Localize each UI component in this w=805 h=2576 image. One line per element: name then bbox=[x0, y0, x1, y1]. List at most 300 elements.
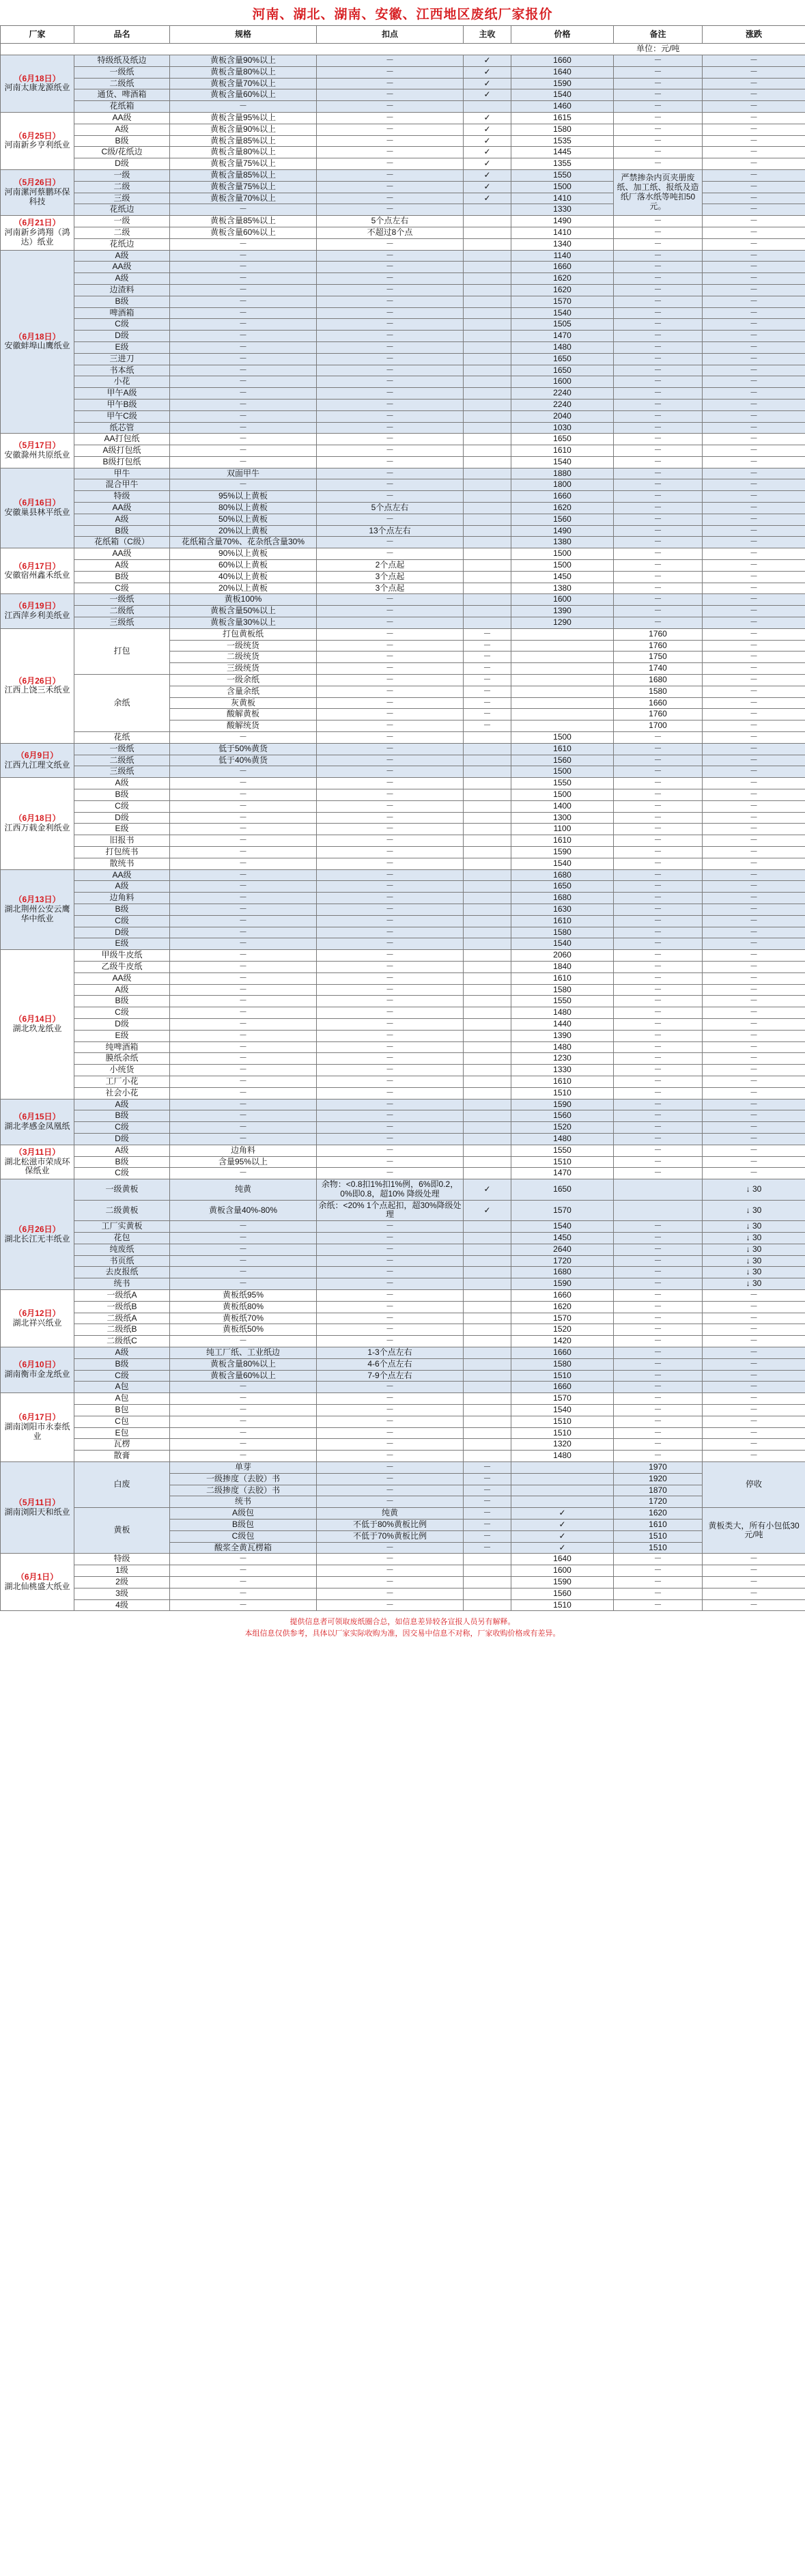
main-buy-cell bbox=[464, 388, 511, 400]
spec-cell: － bbox=[170, 331, 317, 342]
deduct-cell: － bbox=[317, 1588, 464, 1599]
product-cell: E级 bbox=[74, 341, 170, 353]
spec-cell: － bbox=[170, 800, 317, 812]
spec-cell: － bbox=[170, 1087, 317, 1099]
note-cell: － bbox=[614, 273, 703, 285]
spec-cell: 不低于80%黄板比例 bbox=[317, 1520, 464, 1531]
price-cell: 1510 bbox=[511, 1156, 614, 1168]
main-buy-cell bbox=[464, 571, 511, 583]
price-cell: 1500 bbox=[511, 789, 614, 801]
price-cell: 1570 bbox=[511, 1200, 614, 1221]
product-cell: 特级 bbox=[74, 1554, 170, 1565]
main-buy-cell bbox=[464, 858, 511, 869]
change-cell: － bbox=[703, 893, 805, 904]
factory-cell bbox=[1, 950, 74, 1099]
spec-cell: － bbox=[170, 824, 317, 835]
change-cell: － bbox=[703, 984, 805, 996]
product-cell: 边角料 bbox=[74, 893, 170, 904]
spec-cell: 黄板含量90%以上 bbox=[170, 124, 317, 135]
product-cell: 二级 bbox=[74, 227, 170, 238]
change-cell: － bbox=[703, 617, 805, 629]
price-cell: 1620 bbox=[511, 273, 614, 285]
factory-date: （3月11日） bbox=[14, 1147, 61, 1157]
deduct-cell: － bbox=[317, 1221, 464, 1233]
price-cell: 1660 bbox=[614, 697, 703, 709]
price-cell: 1140 bbox=[511, 250, 614, 262]
product-cell: 甲午B级 bbox=[74, 399, 170, 410]
note-cell: － bbox=[614, 296, 703, 307]
spec-cell: － bbox=[170, 341, 317, 353]
note-cell: － bbox=[614, 1278, 703, 1290]
price-cell: 1480 bbox=[511, 1451, 614, 1462]
table-row bbox=[1, 1156, 805, 1168]
main-buy-cell bbox=[464, 1405, 511, 1416]
note-cell: － bbox=[614, 1168, 703, 1179]
product-cell: 去皮报纸 bbox=[74, 1267, 170, 1278]
product-cell: B级 bbox=[74, 1156, 170, 1168]
product-cell: D级 bbox=[74, 812, 170, 824]
deduct-cell: － bbox=[317, 961, 464, 972]
note-cell: － bbox=[614, 1565, 703, 1577]
factory-cell bbox=[1, 1462, 74, 1554]
spec-cell: － bbox=[170, 1099, 317, 1110]
table-row bbox=[1, 1133, 805, 1145]
note-cell: － bbox=[614, 1290, 703, 1302]
change-cell: － bbox=[703, 296, 805, 307]
note-cell: － bbox=[614, 972, 703, 984]
note-cell: － bbox=[614, 583, 703, 594]
spec-cell: 黄板含量70%以上 bbox=[170, 193, 317, 204]
main-buy-cell: ✓ bbox=[464, 112, 511, 124]
deduct-cell: － bbox=[464, 1520, 511, 1531]
price-cell: 1560 bbox=[511, 514, 614, 525]
note-cell: － bbox=[614, 250, 703, 262]
spec-cell: － bbox=[170, 1007, 317, 1019]
factory-name: 江西萍乡利美纸业 bbox=[4, 611, 70, 621]
table-row bbox=[1, 250, 805, 262]
factory-cell bbox=[1, 1347, 74, 1393]
factory-name: 安徽滁州共原纸业 bbox=[4, 449, 70, 460]
factory-date: （6月17日） bbox=[14, 1412, 61, 1423]
product-cell: A级 bbox=[74, 124, 170, 135]
change-cell: － bbox=[703, 112, 805, 124]
product-cell: 散统书 bbox=[74, 858, 170, 869]
price-cell: 1390 bbox=[511, 1030, 614, 1041]
deduct-cell: － bbox=[317, 1244, 464, 1255]
price-cell: 1600 bbox=[511, 1565, 614, 1577]
spec-cell: － bbox=[170, 1416, 317, 1427]
price-cell: 1330 bbox=[511, 1065, 614, 1076]
note-cell: － bbox=[614, 341, 703, 353]
price-cell: 1535 bbox=[511, 135, 614, 147]
main-buy-cell bbox=[464, 938, 511, 950]
price-cell: 1615 bbox=[511, 112, 614, 124]
note-cell: － bbox=[614, 1087, 703, 1099]
deduct-cell: － bbox=[317, 296, 464, 307]
factory-cell bbox=[1, 250, 74, 434]
main-buy-cell bbox=[511, 1485, 614, 1496]
price-cell: 1640 bbox=[511, 1554, 614, 1565]
main-buy-cell bbox=[464, 812, 511, 824]
change-cell: － bbox=[703, 331, 805, 342]
table-row bbox=[1, 1200, 805, 1221]
deduct-cell: 余纸：<20% 1个点起扣，超30%降级处理 bbox=[317, 1200, 464, 1221]
main-buy-cell bbox=[511, 1473, 614, 1485]
table-row bbox=[1, 1053, 805, 1065]
product-cell: A级 bbox=[74, 1347, 170, 1359]
price-cell: 1760 bbox=[614, 628, 703, 640]
price-cell: 2040 bbox=[511, 410, 614, 422]
price-cell: 1480 bbox=[511, 341, 614, 353]
table-row bbox=[1, 893, 805, 904]
deduct-cell: － bbox=[317, 158, 464, 170]
spec-cell: 花纸箱含量70%、花杂纸含量30% bbox=[170, 537, 317, 548]
price-cell: 1290 bbox=[511, 617, 614, 629]
product-cell: B级 bbox=[74, 571, 170, 583]
deduct-cell: － bbox=[317, 1405, 464, 1416]
product-cell: B包 bbox=[74, 1405, 170, 1416]
change-cell: － bbox=[703, 262, 805, 273]
main-buy-cell bbox=[464, 410, 511, 422]
deduct-cell: － bbox=[317, 1168, 464, 1179]
spec-cell: － bbox=[170, 307, 317, 319]
product-cell: AA级 bbox=[74, 869, 170, 881]
main-buy-cell bbox=[464, 1007, 511, 1019]
change-cell: － bbox=[703, 996, 805, 1007]
deduct-cell: － bbox=[317, 1255, 464, 1267]
product-cell: 二级纸B bbox=[74, 1324, 170, 1336]
price-cell: 1700 bbox=[614, 720, 703, 732]
note-cell: － bbox=[614, 755, 703, 766]
change-cell: － bbox=[703, 422, 805, 434]
change-cell: － bbox=[703, 1565, 805, 1577]
deduct-cell: － bbox=[317, 904, 464, 915]
table-row bbox=[1, 135, 805, 147]
table-row bbox=[1, 445, 805, 457]
change-cell: ↓ 30 bbox=[703, 1267, 805, 1278]
main-buy-cell bbox=[464, 1168, 511, 1179]
deduct-cell: － bbox=[464, 1462, 511, 1474]
table-row bbox=[1, 927, 805, 938]
note-cell: － bbox=[614, 1393, 703, 1405]
factory-name: 湖北玖龙纸业 bbox=[12, 1023, 62, 1033]
note-cell: － bbox=[614, 893, 703, 904]
spec-cell: 黄板含量75%以上 bbox=[170, 181, 317, 193]
deduct-cell: － bbox=[317, 938, 464, 950]
spec-cell: － bbox=[170, 858, 317, 869]
change-cell: － bbox=[703, 1451, 805, 1462]
table-row bbox=[1, 846, 805, 858]
change-cell: － bbox=[703, 250, 805, 262]
price-cell: 1490 bbox=[511, 216, 614, 227]
note-cell: － bbox=[614, 1599, 703, 1611]
factory-date: （6月10日） bbox=[14, 1360, 61, 1370]
price-cell: 1590 bbox=[511, 846, 614, 858]
price-cell: 1550 bbox=[511, 996, 614, 1007]
main-buy-cell bbox=[464, 491, 511, 503]
main-buy-cell bbox=[464, 434, 511, 445]
price-table bbox=[0, 25, 805, 1611]
note-cell: － bbox=[614, 410, 703, 422]
deduct-cell: － bbox=[317, 331, 464, 342]
deduct-cell: － bbox=[317, 846, 464, 858]
product-cell: C级 bbox=[74, 1370, 170, 1382]
deduct-cell: － bbox=[317, 950, 464, 962]
product-cell: 瓦楞 bbox=[74, 1439, 170, 1451]
spec-cell: 黄板含量60%以上 bbox=[170, 89, 317, 101]
change-cell: － bbox=[703, 869, 805, 881]
change-cell: － bbox=[703, 503, 805, 514]
main-buy-cell: ✓ bbox=[511, 1530, 614, 1542]
product-cell: 1级 bbox=[74, 1565, 170, 1577]
deduct-cell: － bbox=[317, 1076, 464, 1087]
note-cell: － bbox=[614, 1053, 703, 1065]
note-cell: － bbox=[614, 365, 703, 376]
spec-cell: 纯黄 bbox=[170, 1179, 317, 1201]
change-cell: － bbox=[703, 479, 805, 491]
deduct-cell: － bbox=[464, 628, 511, 640]
spec-cell: 纯黄 bbox=[317, 1508, 464, 1520]
product-cell: A级包 bbox=[170, 1508, 317, 1520]
price-cell: 1410 bbox=[511, 227, 614, 238]
main-buy-cell bbox=[464, 1255, 511, 1267]
price-cell: 1650 bbox=[511, 353, 614, 365]
note-cell: － bbox=[614, 479, 703, 491]
table-row bbox=[1, 617, 805, 629]
deduct-cell: － bbox=[317, 1324, 464, 1336]
spec-cell: － bbox=[317, 720, 464, 732]
change-cell: － bbox=[703, 1110, 805, 1122]
factory-name: 湖北松滋市荣成环保纸业 bbox=[4, 1156, 70, 1176]
spec-cell: － bbox=[170, 1554, 317, 1565]
subgroup-label: 打包 bbox=[74, 628, 170, 674]
factory-name: 安徽蚌埠山鹰纸业 bbox=[4, 341, 70, 351]
product-cell: 甲级牛皮纸 bbox=[74, 950, 170, 962]
change-cell: － bbox=[703, 972, 805, 984]
note-cell: － bbox=[614, 1041, 703, 1053]
spec-cell: － bbox=[170, 812, 317, 824]
spec-cell: － bbox=[170, 1278, 317, 1290]
table-row bbox=[1, 1018, 805, 1030]
main-buy-cell bbox=[464, 1267, 511, 1278]
spec-cell: － bbox=[170, 296, 317, 307]
product-cell: B级 bbox=[74, 525, 170, 537]
main-buy-cell bbox=[464, 1416, 511, 1427]
product-cell: 旧报书 bbox=[74, 835, 170, 847]
price-cell: 1570 bbox=[511, 1393, 614, 1405]
table-row bbox=[1, 216, 805, 227]
factory-name: 河南太康龙源纸业 bbox=[4, 83, 70, 93]
subgroup-label: 白废 bbox=[74, 1462, 170, 1508]
deduct-cell: － bbox=[317, 1030, 464, 1041]
note-cell: － bbox=[614, 238, 703, 250]
deduct-cell: － bbox=[317, 1313, 464, 1324]
change-cell: － bbox=[703, 319, 805, 331]
product-cell: C级 bbox=[74, 1007, 170, 1019]
main-buy-cell bbox=[464, 881, 511, 893]
price-cell: 1510 bbox=[614, 1530, 703, 1542]
factory-date: （5月17日） bbox=[14, 440, 61, 451]
spec-cell: － bbox=[170, 789, 317, 801]
price-cell: 1590 bbox=[511, 1099, 614, 1110]
price-cell: 1380 bbox=[511, 583, 614, 594]
factory-name: 湖南浏阳市永泰纸业 bbox=[4, 1422, 70, 1442]
price-cell: 1470 bbox=[511, 1168, 614, 1179]
table-row bbox=[1, 503, 805, 514]
change-cell: － bbox=[703, 1416, 805, 1427]
price-cell: 1030 bbox=[511, 422, 614, 434]
product-cell: 一级黄板 bbox=[74, 1179, 170, 1201]
spec-cell: 黄板含量95%以上 bbox=[170, 112, 317, 124]
main-buy-cell: ✓ bbox=[464, 193, 511, 204]
spec-cell: 黄板含量85%以上 bbox=[170, 135, 317, 147]
deduct-cell: － bbox=[317, 606, 464, 617]
price-cell: 1520 bbox=[511, 1122, 614, 1134]
main-buy-cell bbox=[464, 824, 511, 835]
change-cell: － bbox=[703, 204, 805, 216]
change-cell: － bbox=[703, 812, 805, 824]
table-row bbox=[1, 571, 805, 583]
table-row bbox=[1, 743, 805, 755]
table-row bbox=[1, 112, 805, 124]
note-cell: － bbox=[614, 284, 703, 296]
note-cell: － bbox=[614, 1110, 703, 1122]
main-buy-cell bbox=[464, 216, 511, 227]
table-row bbox=[1, 101, 805, 113]
product-cell: 工厂实黄板 bbox=[74, 1221, 170, 1233]
change-cell: － bbox=[703, 1370, 805, 1382]
factory-cell bbox=[1, 1099, 74, 1145]
factory-date: （6月19日） bbox=[14, 601, 61, 611]
spec-cell: － bbox=[170, 1576, 317, 1588]
deduct-cell: － bbox=[317, 135, 464, 147]
note-cell: － bbox=[703, 675, 805, 686]
note-cell: － bbox=[614, 1076, 703, 1087]
product-cell: 边渣料 bbox=[74, 284, 170, 296]
price-cell: 1460 bbox=[511, 101, 614, 113]
main-buy-cell bbox=[464, 1122, 511, 1134]
product-cell: C级包 bbox=[170, 1530, 317, 1542]
product-cell: B级 bbox=[74, 996, 170, 1007]
note-cell: － bbox=[614, 915, 703, 927]
change-cell: － bbox=[703, 55, 805, 67]
deduct-cell: 4-6个点左右 bbox=[317, 1358, 464, 1370]
table-row bbox=[1, 456, 805, 468]
product-cell: 啤酒箱 bbox=[74, 307, 170, 319]
spec-cell: 边角料 bbox=[170, 1145, 317, 1156]
footer-line-2: 本组信息仅供参考，具体以厂家实际收购为准，因交易中信息不对称，厂家收购价格或有差异。 bbox=[244, 1629, 561, 1638]
main-buy-cell bbox=[464, 1439, 511, 1451]
main-buy-cell bbox=[511, 709, 614, 720]
factory-cell bbox=[1, 548, 74, 594]
price-cell: 1400 bbox=[511, 800, 614, 812]
main-buy-cell bbox=[464, 1393, 511, 1405]
factory-name: 安徽巢县林平纸业 bbox=[4, 507, 70, 517]
spec-cell: 20%以上黄板 bbox=[170, 525, 317, 537]
product-cell: 特级纸及纸边 bbox=[74, 55, 170, 67]
main-buy-cell bbox=[464, 927, 511, 938]
table-row bbox=[1, 675, 805, 686]
price-cell: 1470 bbox=[511, 331, 614, 342]
deduct-cell: － bbox=[317, 915, 464, 927]
price-cell: 1320 bbox=[511, 1439, 614, 1451]
deduct-cell: － bbox=[317, 1099, 464, 1110]
price-cell: 1760 bbox=[614, 709, 703, 720]
change-cell: － bbox=[703, 1599, 805, 1611]
table-row bbox=[1, 1439, 805, 1451]
main-buy-cell bbox=[464, 1588, 511, 1599]
product-cell: 酸浆全黄瓦楞箱 bbox=[170, 1542, 317, 1554]
product-cell: D级 bbox=[74, 927, 170, 938]
product-cell: C级 bbox=[74, 1122, 170, 1134]
note-cell: － bbox=[614, 89, 703, 101]
change-cell: － bbox=[703, 1041, 805, 1053]
note-cell: － bbox=[614, 1156, 703, 1168]
spec-cell: 低于50%黄货 bbox=[170, 743, 317, 755]
price-cell: 1510 bbox=[511, 1599, 614, 1611]
deduct-cell: － bbox=[317, 388, 464, 400]
spec-cell: 黄板含量80%以上 bbox=[170, 147, 317, 158]
main-buy-cell bbox=[464, 1324, 511, 1336]
deduct-cell: 5个点左右 bbox=[317, 216, 464, 227]
table-row bbox=[1, 835, 805, 847]
spec-cell: － bbox=[170, 1405, 317, 1416]
deduct-cell: － bbox=[464, 720, 511, 732]
product-cell: 二级统货 bbox=[170, 652, 317, 663]
change-cell: － bbox=[703, 846, 805, 858]
main-buy-cell bbox=[464, 204, 511, 216]
change-cell: － bbox=[703, 445, 805, 457]
main-buy-cell bbox=[464, 537, 511, 548]
deduct-cell: 余物：<0.8扣1%扣1%例，6%即0.2，0%即0.8，超10% 降级处理 bbox=[317, 1179, 464, 1201]
change-cell: － bbox=[703, 1382, 805, 1393]
change-cell: － bbox=[703, 583, 805, 594]
price-cell: 1620 bbox=[614, 1508, 703, 1520]
main-buy-cell bbox=[464, 422, 511, 434]
deduct-cell: － bbox=[317, 1336, 464, 1347]
table-row bbox=[1, 961, 805, 972]
price-cell: 1480 bbox=[511, 1133, 614, 1145]
note-cell: － bbox=[614, 606, 703, 617]
note-cell: － bbox=[703, 628, 805, 640]
spec-cell: － bbox=[170, 869, 317, 881]
price-cell: 1580 bbox=[511, 927, 614, 938]
change-cell: － bbox=[703, 66, 805, 78]
main-buy-cell bbox=[464, 1358, 511, 1370]
change-cell: ↓ 30 bbox=[703, 1244, 805, 1255]
main-buy-cell bbox=[464, 1576, 511, 1588]
product-cell: 3级 bbox=[74, 1588, 170, 1599]
spec-cell: 20%以上黄板 bbox=[170, 583, 317, 594]
deduct-cell: 5个点左右 bbox=[317, 503, 464, 514]
note-cell: － bbox=[614, 560, 703, 572]
main-buy-cell bbox=[464, 1233, 511, 1244]
main-buy-cell bbox=[464, 503, 511, 514]
table-row bbox=[1, 1565, 805, 1577]
product-cell: 工厂小花 bbox=[74, 1076, 170, 1087]
main-buy-cell bbox=[464, 1290, 511, 1302]
price-cell: 1620 bbox=[511, 1301, 614, 1313]
table-row bbox=[1, 89, 805, 101]
change-cell: － bbox=[703, 1290, 805, 1302]
product-cell: E级 bbox=[74, 938, 170, 950]
change-cell: － bbox=[703, 858, 805, 869]
table-row bbox=[1, 1099, 805, 1110]
spec-cell: － bbox=[170, 238, 317, 250]
spec-cell: － bbox=[170, 1030, 317, 1041]
factory-name: 湖北荆州公安云鹰华中纸业 bbox=[4, 904, 70, 923]
note-cell: － bbox=[614, 147, 703, 158]
